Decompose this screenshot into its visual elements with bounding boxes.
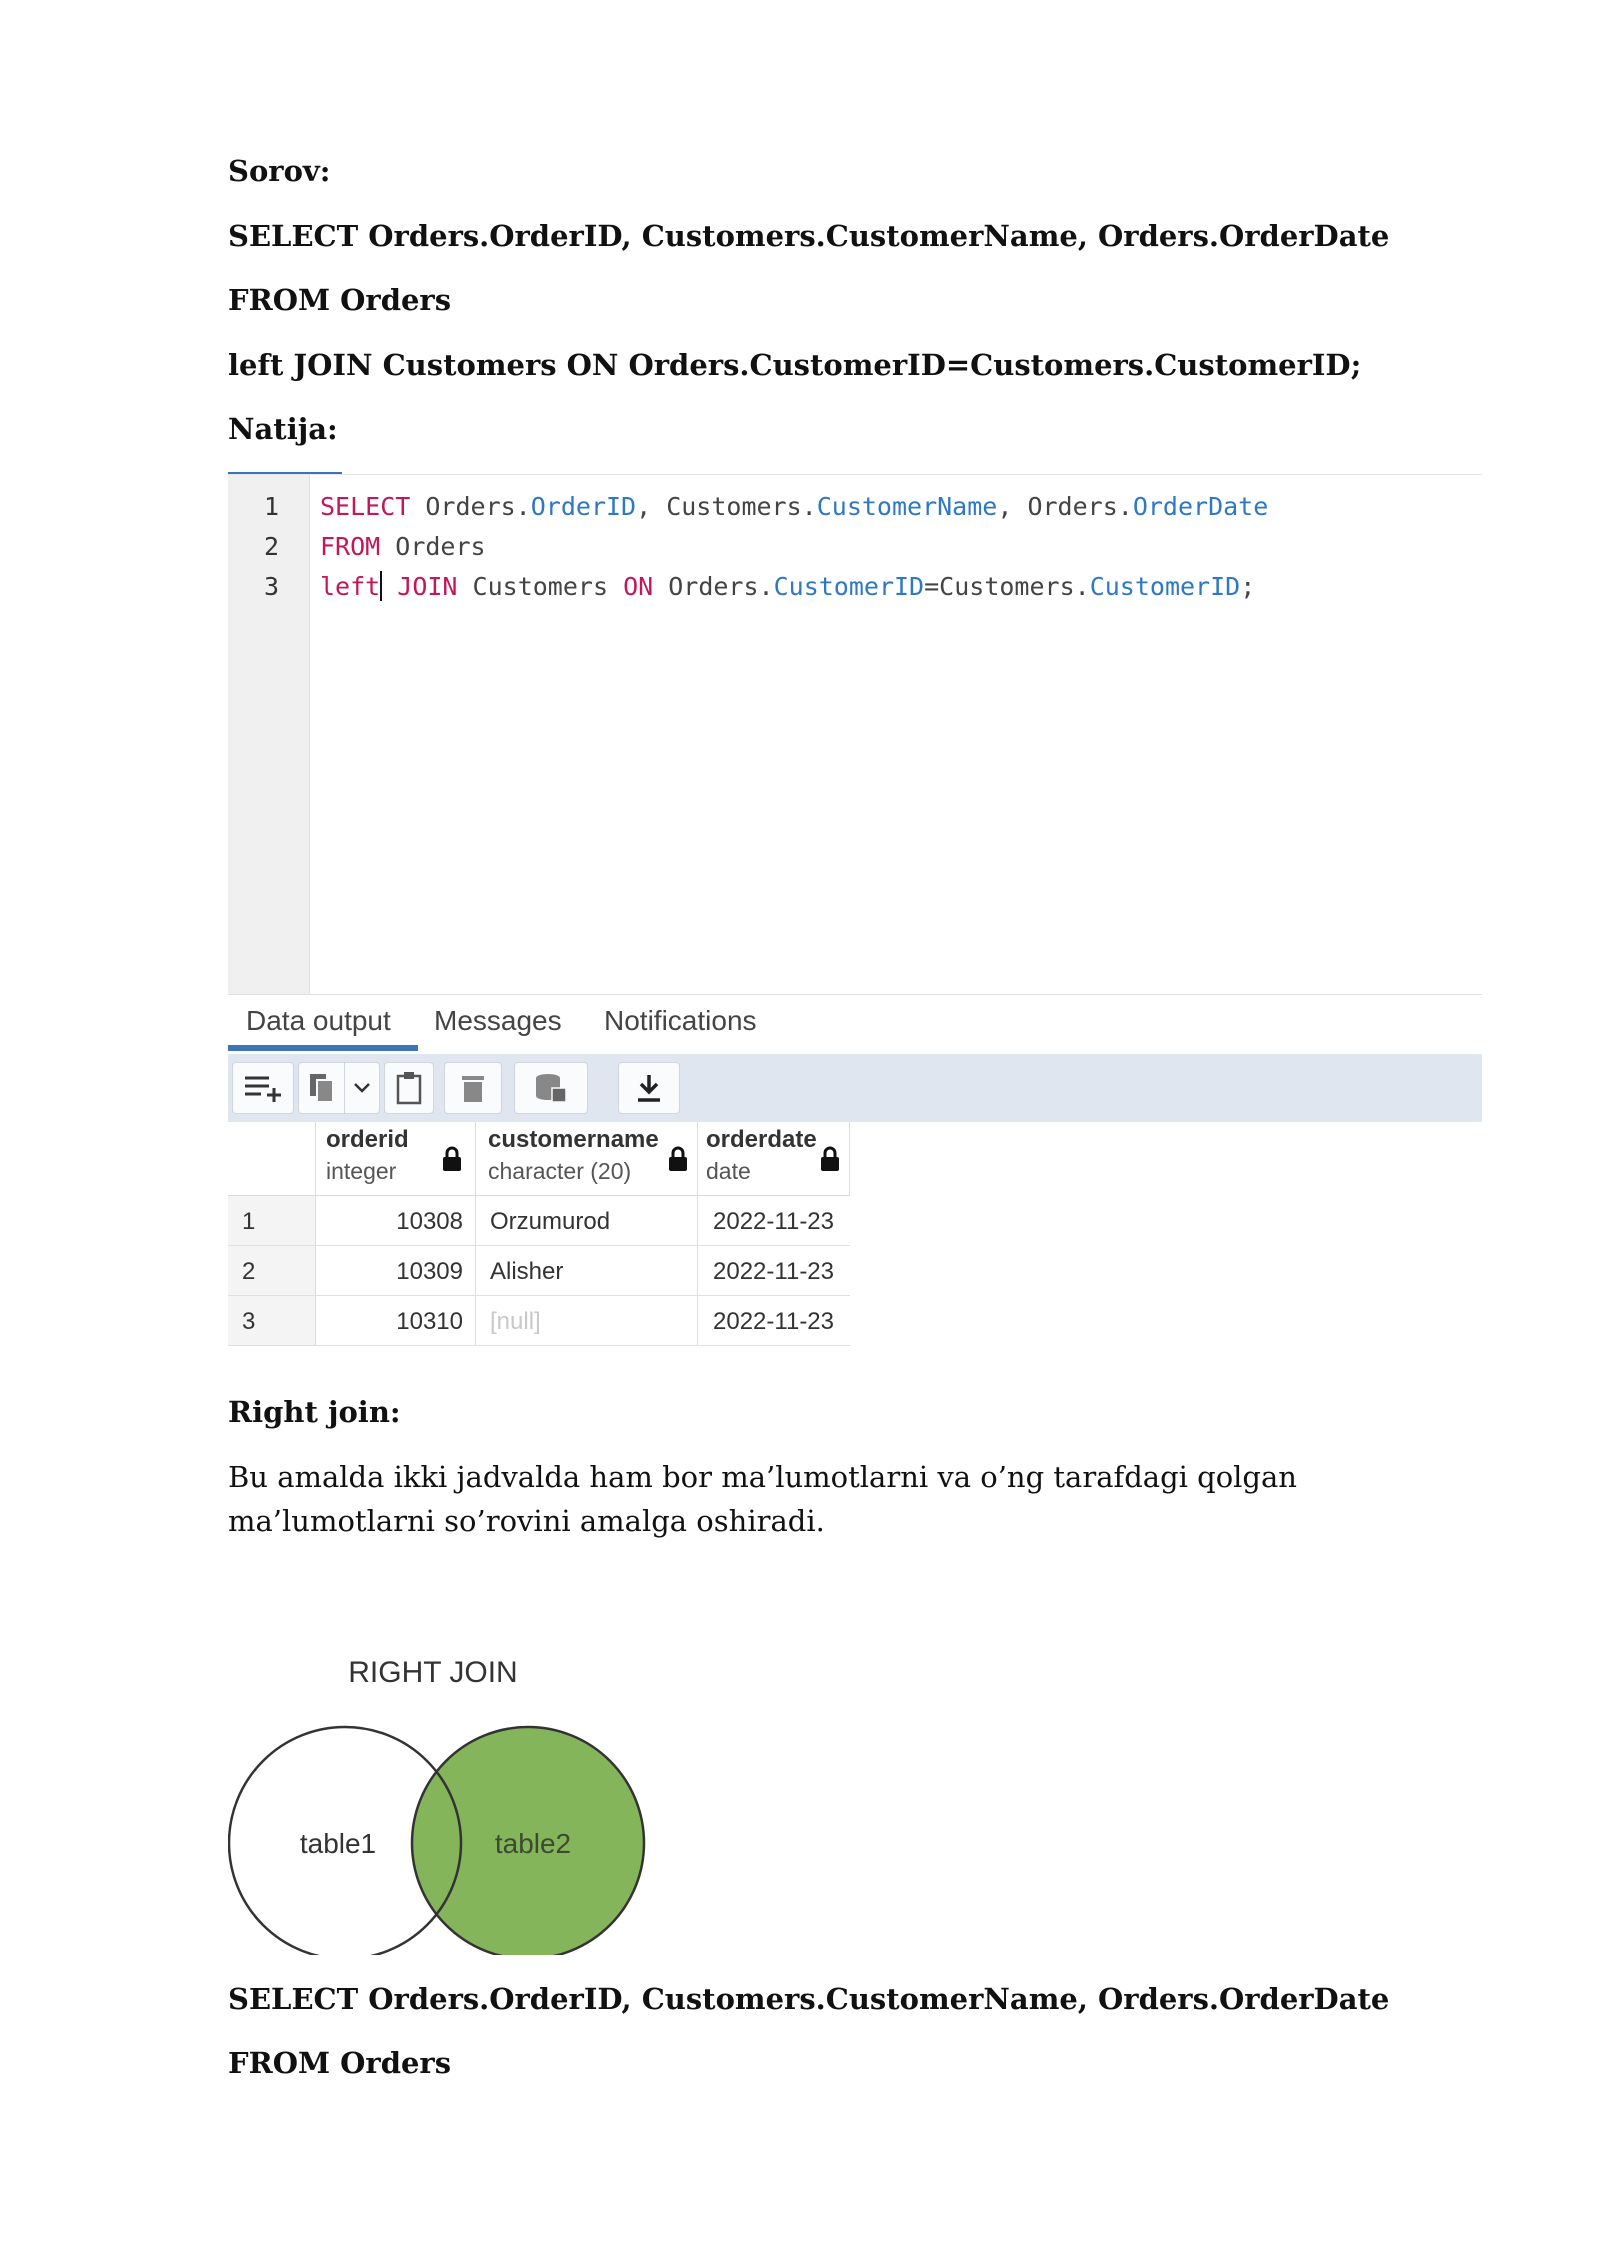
- code-line-3[interactable]: [320, 567, 1255, 607]
- right-join-venn-diagram: [228, 1655, 648, 1955]
- keyword: JOIN: [382, 572, 458, 601]
- column-name: orderid: [326, 1126, 409, 1153]
- table1-label: table1: [299, 1828, 377, 1859]
- query-line-1: SELECT Orders.OrderID, Customers.CustomerName, Orders.OrderDate: [228, 219, 1390, 253]
- tab-notifications[interactable]: Notifications: [604, 1005, 757, 1036]
- row-number-header: [228, 1122, 316, 1195]
- keyword: ON: [623, 572, 654, 601]
- null-value: [null]: [490, 1308, 541, 1335]
- cell-value: 10308: [396, 1208, 463, 1235]
- row-number: 3: [242, 1308, 256, 1335]
- download-button[interactable]: [618, 1062, 680, 1114]
- tab-messages[interactable]: Messages: [434, 1005, 562, 1036]
- delete-icon: [460, 1073, 486, 1103]
- table2-label: table2: [494, 1828, 572, 1859]
- code-line-1[interactable]: [320, 487, 1268, 527]
- field-name: CustomerName: [816, 492, 998, 521]
- column-header-orderdate[interactable]: [698, 1122, 850, 1195]
- cell-value: Alisher: [490, 1258, 564, 1285]
- column-header-customername[interactable]: [476, 1122, 698, 1195]
- code-text: , Orders.: [997, 492, 1133, 521]
- cell-value: 10310: [396, 1308, 463, 1335]
- cell-value: 10309: [396, 1258, 463, 1285]
- table-row[interactable]: [228, 1246, 850, 1296]
- active-tab-indicator: [228, 1045, 418, 1051]
- row-number-cell: [228, 1196, 316, 1245]
- save-data-icon: [534, 1072, 568, 1104]
- line-number: 2: [263, 532, 279, 561]
- cell-value: Orzumurod: [490, 1208, 611, 1235]
- field-name: OrderDate: [1132, 492, 1269, 521]
- table-row[interactable]: [228, 1196, 850, 1246]
- line-number: 1: [263, 492, 279, 521]
- column-name: customername: [488, 1126, 659, 1153]
- save-data-button[interactable]: [514, 1062, 588, 1114]
- copy-button[interactable]: [298, 1062, 344, 1114]
- venn-title: RIGHT JOIN: [348, 1656, 518, 1689]
- lock-icon: [442, 1146, 462, 1172]
- delete-button[interactable]: [444, 1062, 502, 1114]
- code-line-2[interactable]: [320, 527, 486, 567]
- code-text: Orders.: [653, 572, 774, 601]
- code-text: Customers: [457, 572, 624, 601]
- sorov-label: Sorov:: [228, 154, 331, 188]
- bottom-query-line-2: FROM Orders: [228, 2046, 452, 2080]
- cell-customername[interactable]: [476, 1246, 698, 1295]
- cell-customername[interactable]: [476, 1296, 698, 1345]
- code-text: Orders.: [410, 492, 531, 521]
- data-output-toolbar: [228, 1054, 1482, 1122]
- keyword: left: [320, 572, 381, 601]
- query-line-2: FROM Orders: [228, 283, 452, 317]
- paste-icon: [395, 1071, 423, 1105]
- copy-icon: [307, 1071, 337, 1105]
- natija-label: Natija:: [228, 412, 338, 446]
- tab-data-output[interactable]: Data output: [246, 1005, 391, 1036]
- field-name: OrderID: [530, 492, 637, 521]
- add-row-icon: [243, 1073, 283, 1103]
- line-number: 3: [263, 572, 279, 601]
- cell-value: 2022-11-23: [713, 1258, 834, 1285]
- cell-orderdate[interactable]: [698, 1246, 850, 1295]
- row-number: 2: [242, 1258, 256, 1285]
- row-number-cell: [228, 1246, 316, 1295]
- cell-value: 2022-11-23: [713, 1208, 834, 1235]
- code-text: , Customers.: [636, 492, 817, 521]
- keyword: SELECT: [320, 492, 411, 521]
- cell-orderdate[interactable]: [698, 1196, 850, 1245]
- column-type: character (20): [488, 1158, 632, 1184]
- code-text: ;: [1240, 572, 1256, 601]
- table-row[interactable]: [228, 1296, 850, 1346]
- download-icon: [635, 1073, 663, 1103]
- column-name: orderdate: [706, 1126, 817, 1153]
- field-name: CustomerID: [773, 572, 925, 601]
- row-number-cell: [228, 1296, 316, 1345]
- add-row-button[interactable]: [232, 1062, 294, 1114]
- column-type: integer: [326, 1158, 397, 1184]
- code-text: =Customers.: [924, 572, 1090, 601]
- cell-orderid[interactable]: [316, 1196, 476, 1245]
- column-type: date: [706, 1158, 751, 1184]
- cell-orderid[interactable]: [316, 1246, 476, 1295]
- chevron-down-icon: [353, 1082, 371, 1094]
- result-tabs: [228, 994, 1482, 1054]
- bottom-query-line-1: SELECT Orders.OrderID, Customers.CustomerName, Orders.OrderDate: [228, 1982, 1390, 2016]
- field-name: CustomerID: [1089, 572, 1241, 601]
- cell-orderid[interactable]: [316, 1296, 476, 1345]
- paste-button[interactable]: [384, 1062, 434, 1114]
- right-join-description: Bu amalda ikki jadvalda ham bor ma’lumotlarni va o’ng tarafdagi qolgan ma’lumotlarni so’rovini amalga oshiradi.: [228, 1460, 1297, 1538]
- row-number: 1: [242, 1208, 256, 1235]
- code-text: Orders: [380, 532, 486, 561]
- cell-orderdate[interactable]: [698, 1296, 850, 1345]
- keyword: FROM: [320, 532, 381, 561]
- line-number-gutter: [228, 475, 310, 994]
- column-header-orderid[interactable]: [316, 1122, 476, 1195]
- query-line-3: left JOIN Customers ON Orders.CustomerID=Customers.CustomerID;: [228, 348, 1362, 382]
- grid-header-row: [228, 1122, 850, 1196]
- lock-icon: [820, 1146, 840, 1172]
- lock-icon: [668, 1146, 688, 1172]
- query-editor[interactable]: [228, 474, 1482, 994]
- result-grid: [228, 1122, 850, 1352]
- cell-value: 2022-11-23: [713, 1308, 834, 1335]
- cell-customername[interactable]: [476, 1196, 698, 1245]
- right-join-heading: Right join:: [228, 1395, 401, 1429]
- copy-options-dropdown[interactable]: [344, 1062, 380, 1114]
